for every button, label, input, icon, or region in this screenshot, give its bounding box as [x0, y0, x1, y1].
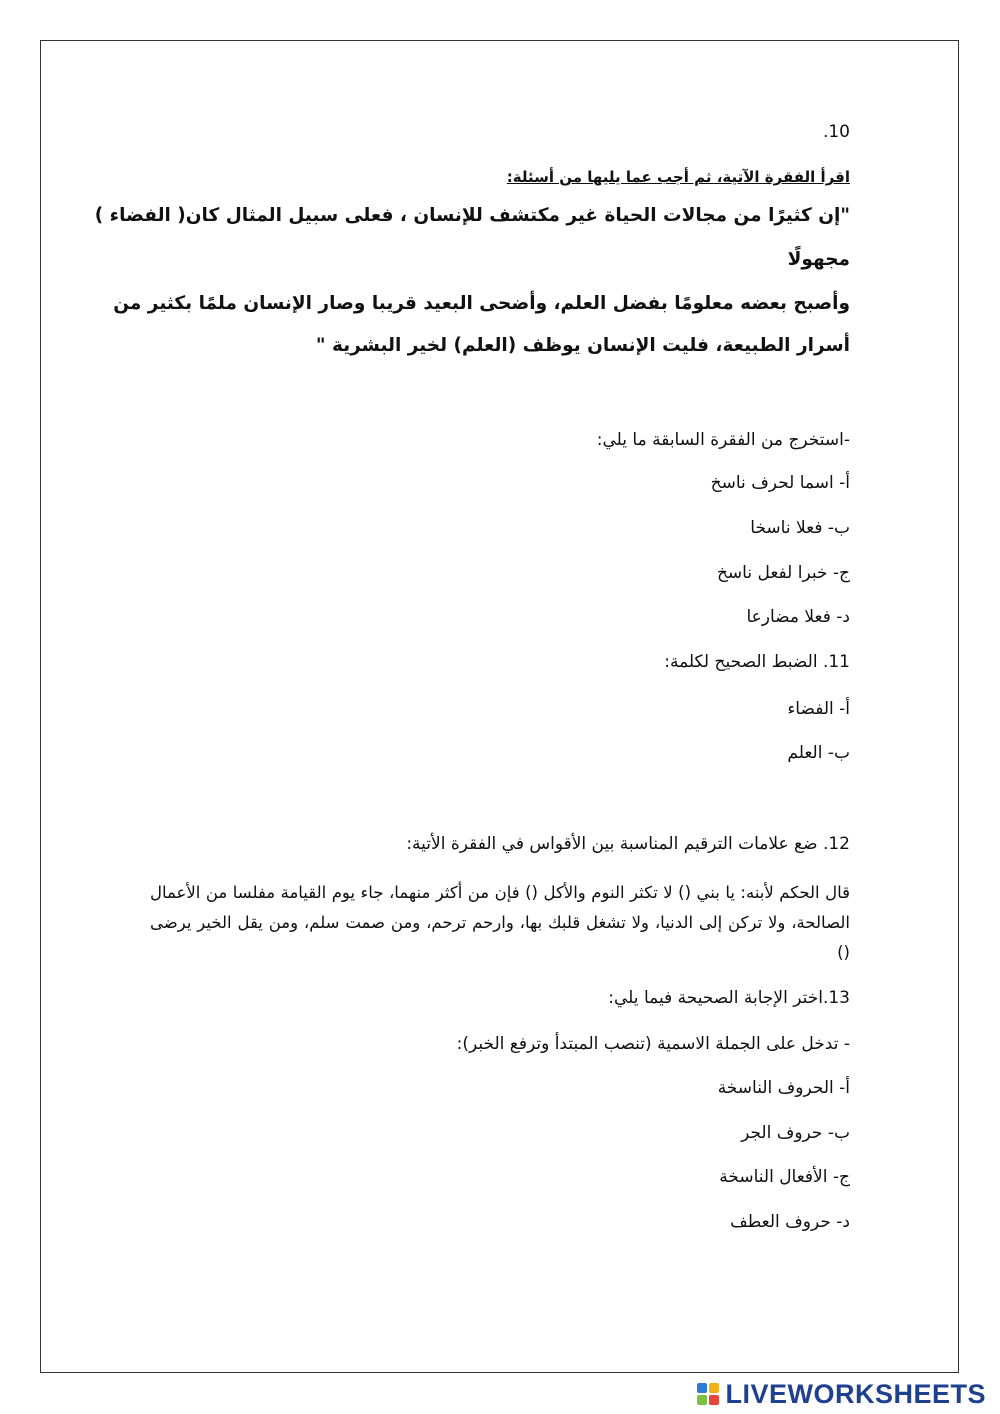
question-11-item: ب- العلم — [787, 743, 850, 763]
extract-item: ب- فعلا ناسخا — [750, 518, 850, 538]
question-12-paragraph: قال الحكم لأبنه: يا بني () لا تكثر النوم والأكل () فإن من أكثر منهما، جاء يوم القيامة مفلسا من الأعمال الصالحة، ولا تركن إلى الدنيا، ولا تشغل قلبك بها، وارحم ترحم، ومن صمت سلم، ومن يقل الخير يرضى () — [150, 883, 850, 962]
question-10-number: .10 — [822, 122, 850, 142]
logo-square — [697, 1395, 707, 1405]
question-13-option: أ- الحروف الناسخة — [717, 1078, 850, 1098]
extract-item: د- فعلا مضارعا — [746, 607, 850, 627]
question-13-stem: - تدخل على الجملة الاسمية (تنصب المبتدأ وترفع الخبر): — [456, 1034, 850, 1054]
extract-prompt: -استخرج من الفقرة السابقة ما يلي: — [596, 430, 850, 450]
question-12-title: 12. ضع علامات الترقيم المناسبة بين الأقواس في الفقرة الأتية: — [406, 834, 850, 854]
reading-instruction: اقرأ الفقرة الآتية، ثم أجب عما يليها من أسئلة: — [506, 168, 850, 186]
question-13-option: د- حروف العطف — [730, 1212, 850, 1232]
passage-line-1: "إن كثيرًا من مجالات الحياة غير مكتشف للإنسان ، فعلى سبيل المثال كان( الفضاء ) — [94, 205, 850, 226]
question-11-item: أ- الفضاء — [787, 699, 850, 719]
extract-item: ج- خبرا لفعل ناسخ — [716, 563, 850, 583]
brand-name: LIVEWORKSHEETS — [725, 1378, 986, 1409]
question-13-title: 13.اختر الإجابة الصحيحة فيما يلي: — [608, 988, 850, 1008]
question-11-title: 11. الضبط الصحيح لكلمة: — [664, 652, 850, 672]
liveworksheets-logo[interactable] — [697, 1378, 986, 1410]
logo-square — [697, 1383, 707, 1393]
logo-square — [709, 1383, 719, 1393]
liveworksheets-grid-icon — [697, 1383, 719, 1405]
passage-line-2: مجهولًا — [787, 249, 850, 270]
passage-line-3: وأصبح بعضه معلومًا بفضل العلم، وأضحى البعيد قريبا وصار الإنسان ملمًا بكثير من — [113, 293, 850, 314]
extract-item: أ- اسما لحرف ناسخ — [710, 473, 850, 493]
question-13-option: ج- الأفعال الناسخة — [719, 1167, 850, 1187]
logo-square — [709, 1395, 719, 1405]
passage-line-4: أسرار الطبيعة، فليت الإنسان يوظف (العلم) لخير البشرية " — [315, 335, 850, 356]
question-13-option: ب- حروف الجر — [741, 1123, 850, 1143]
